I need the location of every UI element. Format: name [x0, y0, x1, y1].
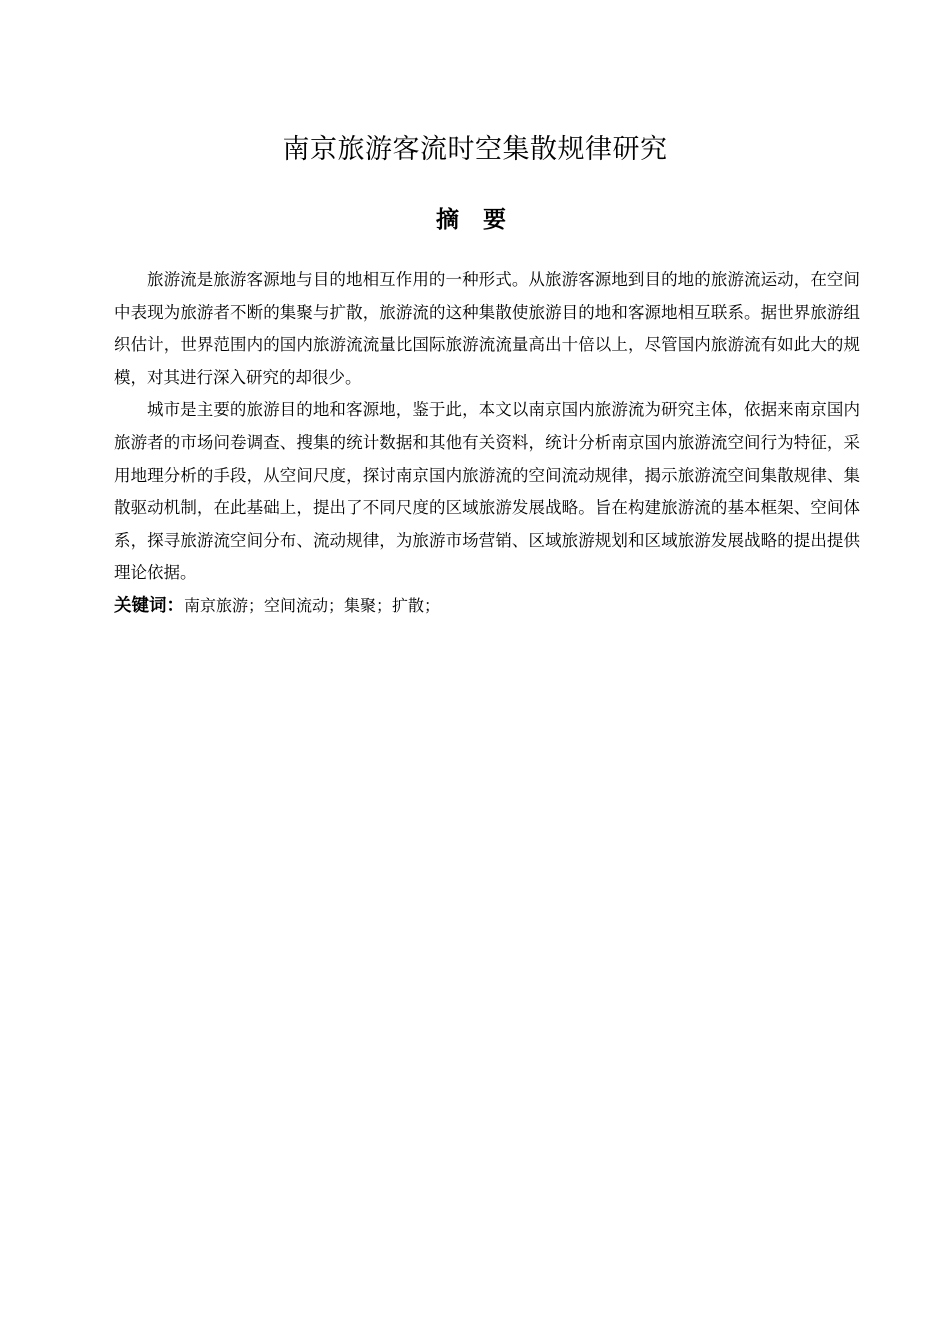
paper-title: 南京旅游客流时空集散规律研究: [282, 134, 668, 165]
abstract-paragraph-2: 城市是主要的旅游目的地和客源地，鉴于此，本文以南京国内旅游流为研究主体，依据来南京国内旅游者的市场问卷调查、搜集的统计数据和其他有关资料，统计分析南京国内旅游流空间行为特征，采用地理分析的手段，从空间尺度，探讨南京国内旅游流的空间流动规律，揭示旅游流空间集散规律、集散驱动机制，在此基础上，提出了不同尺度的区域旅游发展战略。旨在构建旅游流的基本框架、空间体系，探寻旅游流空间分布、流动规律，为旅游市场营销、区域旅游规划和区域旅游发展战略的提出提供理论依据。: [114, 400, 860, 583]
keywords-values: 南京旅游；空间流动；集聚；扩散；: [184, 595, 441, 615]
abstract-paragraph-1: 旅游流是旅游客源地与目的地相互作用的一种形式。从旅游客源地到目的地的旅游流运动，在空间中表现为旅游者不断的集聚与扩散，旅游流的这种集散使旅游目的地和客源地相互联系。据世界旅游组织估计，世界范围内的国内旅游流流量比国际旅游流流量高出十倍以上，尽管国内旅游流有如此大的规模，对其进行深入研究的却很少。: [114, 270, 860, 387]
keywords-line: [114, 590, 860, 622]
abstract-body: [114, 264, 860, 622]
abstract-heading: 摘 要: [435, 207, 514, 233]
keywords-label: 关键词：: [114, 595, 184, 616]
